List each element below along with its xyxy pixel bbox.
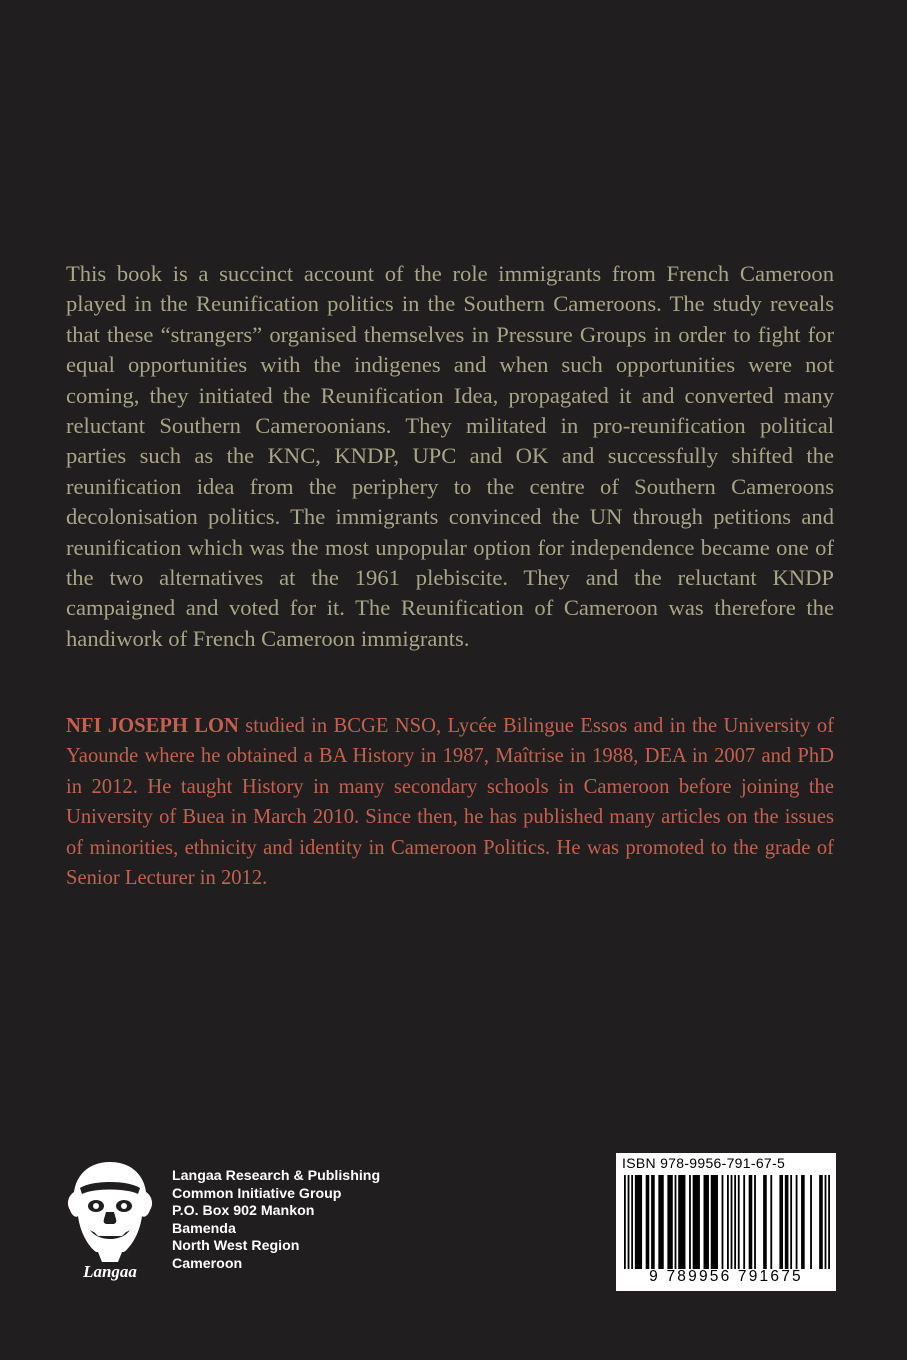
author-name: NFI JOSEPH LON bbox=[66, 715, 239, 737]
barcode-bar bbox=[624, 1175, 626, 1269]
barcode-bar bbox=[734, 1175, 736, 1269]
barcode-bar bbox=[763, 1175, 767, 1269]
barcode-bars bbox=[624, 1175, 830, 1269]
barcode-bar bbox=[646, 1175, 650, 1269]
barcode-bar bbox=[754, 1175, 756, 1269]
barcode-bar bbox=[675, 1175, 677, 1269]
barcode-bar bbox=[738, 1175, 740, 1269]
publisher-address-line: Bamenda bbox=[172, 1220, 236, 1237]
barcode-bar bbox=[779, 1175, 783, 1269]
author-bio-text: studied in BCGE NSO, Lycée Bilingue Essos and in the University of Yaounde where he obtained a BA History in 1987, Maîtrise in 1988, DEA in 2007 and PhD in 2012. He taught History in many secondary schools in Cameroon before joining the University of Buea in March 2010. Since then, he has published many articles on the issues of minorities, ethnicity and identity in Cameroon Politics. He was promoted to the grade of Senior Lecturer in 2012. bbox=[66, 715, 835, 890]
publisher-address-line: Cameroon bbox=[172, 1255, 243, 1272]
barcode-bar bbox=[796, 1175, 798, 1269]
barcode-bar bbox=[693, 1175, 700, 1269]
barcode-bar bbox=[727, 1175, 729, 1269]
publisher-address-line: Langaa Research & Publishing bbox=[172, 1168, 381, 1184]
barcode-bar bbox=[731, 1175, 733, 1269]
barcode-bar bbox=[631, 1175, 633, 1269]
barcode-bar bbox=[658, 1175, 663, 1269]
barcode-bar bbox=[704, 1175, 709, 1269]
logo-wordmark: Langaa bbox=[83, 1262, 137, 1281]
barcode-bar bbox=[743, 1175, 745, 1269]
barcode-bar bbox=[749, 1175, 753, 1269]
publisher-address-line: Common Initiative Group bbox=[172, 1185, 342, 1202]
publisher-address-line: North West Region bbox=[172, 1238, 300, 1255]
barcode-bar bbox=[711, 1175, 718, 1269]
author-bio bbox=[66, 711, 834, 893]
barcode-bar bbox=[828, 1175, 830, 1269]
barcode-bar bbox=[819, 1175, 823, 1269]
langaa-logo-icon bbox=[62, 1158, 158, 1282]
barcode-bar bbox=[722, 1175, 724, 1269]
publisher-address-line: P.O. Box 902 Mankon bbox=[172, 1203, 315, 1220]
barcode-bar bbox=[678, 1175, 685, 1269]
barcode-bar bbox=[801, 1175, 805, 1269]
barcode-bar bbox=[770, 1175, 772, 1269]
barcode-bar bbox=[810, 1175, 812, 1269]
barcode-bar bbox=[628, 1175, 630, 1269]
barcode-bar bbox=[651, 1175, 655, 1269]
barcode-bar bbox=[785, 1175, 789, 1269]
barcode-bar bbox=[667, 1175, 672, 1269]
barcode-digits: 9 789956 791675 bbox=[649, 1268, 803, 1285]
isbn-label: ISBN 978-9956-791-67-5 bbox=[622, 1155, 786, 1171]
barcode-bar bbox=[689, 1175, 691, 1269]
barcode-bar bbox=[825, 1175, 827, 1269]
barcode-bar bbox=[635, 1175, 642, 1269]
isbn-barcode bbox=[616, 1153, 836, 1291]
book-blurb: This book is a succinct account of the role immigrants from French Cameroon played in the Reunification politics in the Southern Cameroons. The study reveals that these “strangers” organised themselves in Pressure Groups in order to fight for equal opportunities with the indigenes and when such opportunities were not coming, they initiated the Reunification Idea, propagated it and converted many reluctant Southern Cameroonians. They militated in pro-reunification political parties such as the KNC, KNDP, UPC and OK and successfully shifted the reunification idea from the periphery to the centre of Southern Cameroons decolonisation politics. The immigrants convinced the UN through petitions and reunification which was the most unpopular option for independence became one of the two alternatives at the 1961 plebiscite. They and the reluctant KNDP campaigned and voted for it. The Reunification of Cameroon was therefore the handiwork of French Cameroon immigrants. bbox=[66, 261, 834, 651]
barcode-bar bbox=[790, 1175, 792, 1269]
publisher-address bbox=[172, 1168, 380, 1274]
